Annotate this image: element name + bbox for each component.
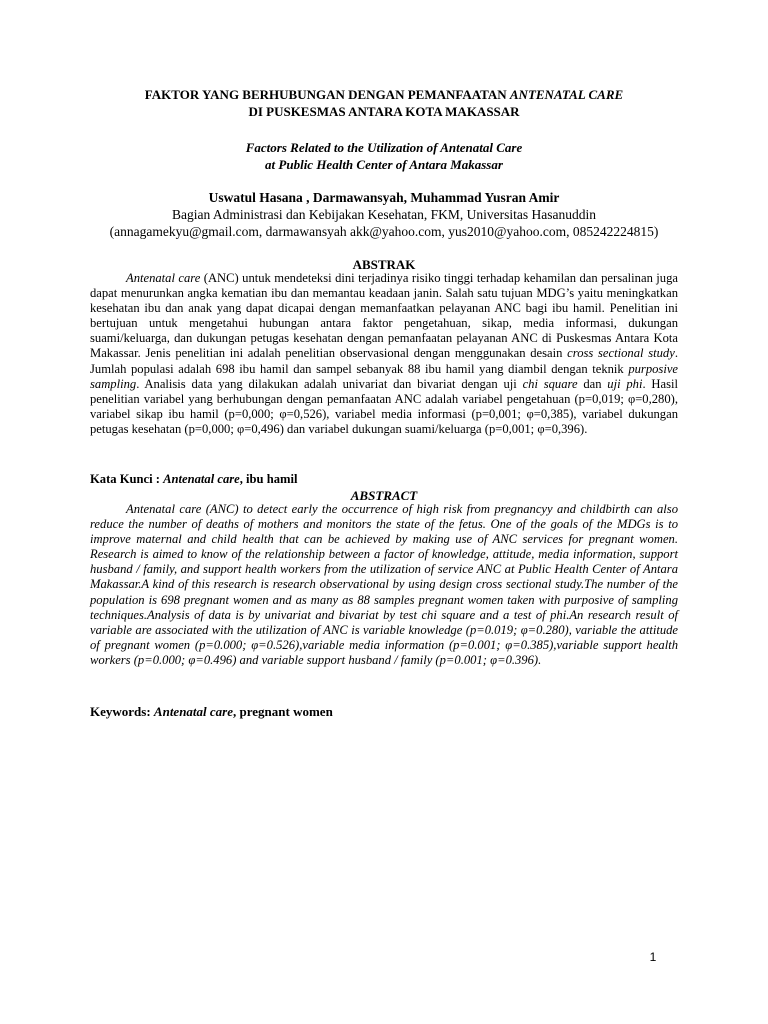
abstrak-text-2: . Jumlah populasi adalah 698 ibu hamil dan sampel sebanyak 88 ibu hamil yang diambil dengan teknik — [90, 346, 678, 376]
abstrak-term-cross: cross sectional study — [567, 346, 675, 361]
title-line2: DI PUSKESMAS ANTARA KOTA MAKASSAR — [248, 104, 520, 119]
abstrak-heading: ABSTRAK — [352, 257, 416, 272]
kata-kunci-term: Antenatal care — [163, 472, 240, 486]
author-list: Uswatul Hasana , Darmawansyah, Muhammad Yusran Amir — [208, 190, 560, 205]
keywords-term: Antenatal care — [153, 704, 234, 719]
abstract-heading: ABSTRACT — [350, 488, 418, 503]
kata-kunci-label: Kata Kunci : — [90, 472, 164, 486]
page-number: 1 — [649, 950, 657, 964]
keywords-rest: , pregnant women — [233, 704, 333, 719]
abstrak-text-4: dan — [577, 376, 608, 391]
paper-title — [60, 86, 708, 120]
kata-kunci — [90, 472, 678, 487]
subtitle-line1: Factors Related to the Utilization of Antenatal Care — [245, 140, 523, 155]
abstrak-text-3: . Analisis data yang dilakukan adalah univariat dan bivariat dengan uji — [136, 376, 523, 391]
affiliation: Bagian Administrasi dan Kebijakan Kesehatan, FKM, Universitas Hasanuddin — [171, 207, 597, 222]
paper-subtitle — [60, 139, 708, 173]
abstrak-term-antenatal: Antenatal care — [126, 271, 201, 285]
abstract-text: Antenatal care (ANC) to detect early the occurrence of high risk from pregnancyy and childbirth can also reduce the number of deaths of mothers and monitors the state of the fetus. One of the goals of the MDGs is to improve maternal and child health that can be achieved by making use of ANC services for pregnant women. Research is aimed to know of the relationship between a factor of knowledge, attitude, media information, support husband / family, and support health workers from the utilization of service ANC at Public Health Center of Antara Makassar.A kind of this research is research observational by using design cross sectional study.The number of the population is 698 pregnant women and as many as 88 samples pregnant women taken with purposive of sampling techniques.Analysis of data is by univariat and bivariat by test chi square and a test of phi.An research result of variable are associated with the utilization of ANC is variable knowledge (p=0.019; φ=0.280), variable the attitude of pregnant women (p=0.000; φ=0.526),variable media information (p=0.001; φ=0.385),variable support health workers (p=0.000; φ=0.496) and variable support husband / family (p=0.001; φ=0.396). — [90, 502, 678, 667]
title-line1-italic: ANTENATAL CARE — [509, 87, 624, 102]
author-emails: (annagamekyu@gmail.com, darmawansyah akk@yahoo.com, yus2010@yahoo.com, 085242224815) — [109, 224, 659, 239]
abstrak-term-purposive: purposive sampling — [90, 361, 678, 391]
abstract-body — [90, 502, 678, 668]
subtitle-line2: at Public Health Center of Antara Makassar — [265, 157, 503, 172]
abstrak-term-phi: uji phi — [607, 376, 643, 391]
keywords-label: Keywords: — [90, 704, 154, 719]
keywords — [90, 704, 678, 720]
abstrak-text-5: . Hasil penelitian variabel yang berhubungan dengan pemanfaatan ANC adalah variabel pengetahuan (p=0,019; φ=0,280), variabel sikap ibu hamil (p=0,000; φ=0,526), variabel media informasi (p=0,001; φ=0,385), variabel dukungan petugas kesehatan (p=0,000; φ=0,496) dan variabel dukungan suami/keluarga (p=0,001; φ=0,396). — [90, 376, 678, 436]
kata-kunci-rest: , ibu hamil — [239, 472, 298, 486]
title-line1-plain: FAKTOR YANG BERHUBUNGAN DENGAN PEMANFAATAN — [144, 87, 510, 102]
abstrak-text-1: (ANC) untuk mendeteksi dini terjadinya risiko tinggi terhadap kehamilan dan persalinan juga dapat menurunkan angka kematian ibu dan memantau keadaan janin. Salah satu tujuan MDG’s yaitu meningkatkan kesehatan ibu dan anak yang dapat dicapai dengan memanfaatkan pelayanan ANC bagi ibu hamil. Penelitian ini bertujuan untuk mengetahui hubungan antara faktor pengetahuan, sikap, media informasi, dukungan suami/keluarga, dan dukungan petugas kesehatan dengan pemanfaatan pelayanan ANC di Puskesmas Antara Kota Makassar. Jenis penelitian ini adalah penelitian observasional dengan menggunakan desain — [90, 271, 678, 361]
abstrak-term-chi: chi square — [522, 376, 578, 391]
abstrak-body — [90, 271, 678, 437]
